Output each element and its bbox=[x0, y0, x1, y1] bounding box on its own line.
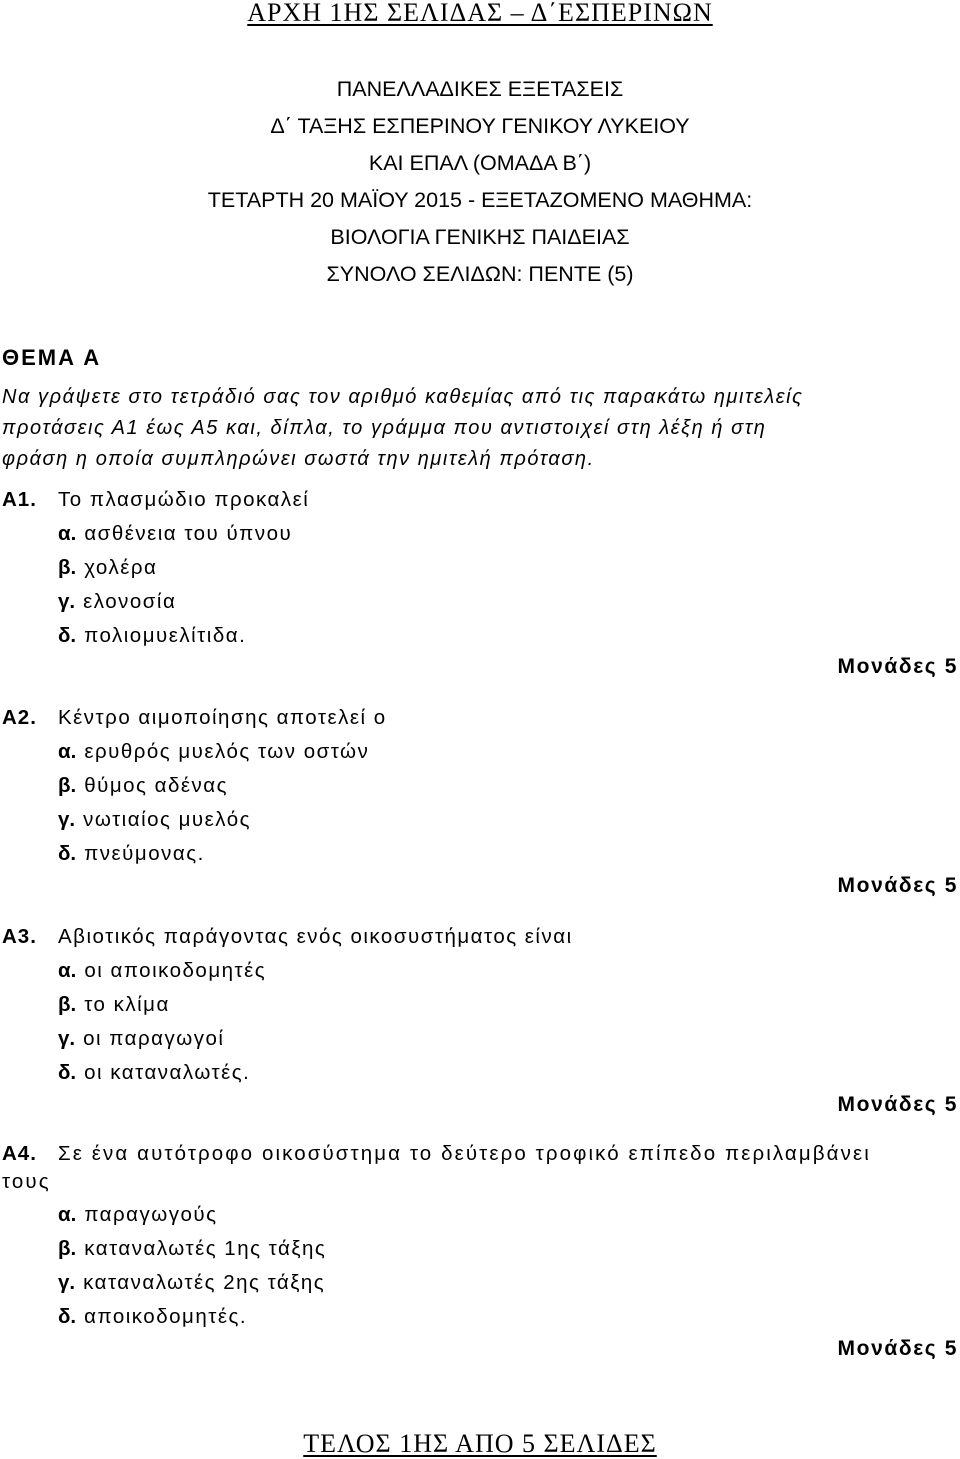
answer-option bbox=[2, 619, 958, 653]
question-text: Αβιοτικός παράγοντας ενός οικοσυστήματος είναι bbox=[58, 925, 573, 948]
question-stem bbox=[2, 1140, 958, 1196]
question-number: Α4. bbox=[2, 1142, 37, 1165]
option-letter: δ. bbox=[58, 1305, 77, 1328]
option-letter: α. bbox=[58, 522, 77, 545]
theme-title: ΘΕΜΑ Α bbox=[2, 345, 102, 370]
option-text: καταναλωτές 1ης τάξης bbox=[84, 1237, 327, 1260]
question-text: Το πλασμώδιο προκαλεί bbox=[58, 488, 310, 511]
answer-option bbox=[2, 517, 958, 551]
page-header-text: ΑΡΧΗ 1ΗΣ ΣΕΛΙΔΑΣ – Δ΄ΕΣΠΕΡΙΝΩΝ bbox=[247, 0, 713, 27]
answer-option bbox=[2, 1232, 958, 1266]
page-header bbox=[0, 0, 960, 26]
option-letter: α. bbox=[58, 959, 77, 982]
option-letter: α. bbox=[58, 1203, 77, 1226]
option-letter: β. bbox=[58, 774, 77, 797]
exam-title-line: Δ΄ ΤΑΞΗΣ ΕΣΠΕΡΙΝΟΥ ΓΕΝΙΚΟΥ ΛΥΚΕΙΟΥ bbox=[270, 114, 690, 138]
question-text: Κέντρο αιμοποίησης αποτελεί ο bbox=[58, 706, 387, 729]
option-letter: γ. bbox=[58, 808, 76, 831]
answer-option bbox=[2, 837, 958, 871]
theme-instructions bbox=[2, 382, 958, 475]
marks-a2: Μονάδες 5 bbox=[837, 874, 958, 897]
instructions-line: φράση η οποία συμπληρώνει σωστά την ημιτελή πρόταση. bbox=[2, 448, 595, 470]
exam-title-line: ΣΥΝΟΛΟ ΣΕΛΙΔΩΝ: ΠΕΝΤΕ (5) bbox=[326, 262, 634, 286]
option-letter: β. bbox=[58, 1237, 77, 1260]
option-letter: δ. bbox=[58, 1061, 77, 1084]
answer-option bbox=[2, 769, 958, 803]
answer-option bbox=[2, 1300, 958, 1334]
option-text: ελονοσία bbox=[83, 590, 177, 613]
question-a3 bbox=[2, 920, 958, 1090]
option-text: πολιομυελίτιδα. bbox=[84, 624, 247, 647]
instructions-line: Να γράψετε στο τετράδιό σας τον αριθμό καθεμίας από τις παρακάτω ημιτελείς bbox=[2, 386, 804, 408]
option-letter: γ. bbox=[58, 1027, 76, 1050]
marks-a3: Μονάδες 5 bbox=[837, 1093, 958, 1116]
exam-title-line: ΒΙΟΛΟΓΙΑ ΓΕΝΙΚΗΣ ΠΑΙΔΕΙΑΣ bbox=[330, 225, 630, 249]
option-text: καταναλωτές 2ης τάξης bbox=[83, 1271, 326, 1294]
answer-option bbox=[2, 1266, 958, 1300]
option-text: ασθένεια του ύπνου bbox=[84, 522, 293, 545]
question-number: Α2. bbox=[2, 706, 37, 729]
answer-option bbox=[2, 1056, 958, 1090]
question-stem bbox=[2, 483, 958, 517]
option-letter: δ. bbox=[58, 624, 77, 647]
question-a1 bbox=[2, 483, 958, 653]
option-text: το κλίμα bbox=[84, 993, 170, 1016]
question-a4 bbox=[2, 1140, 958, 1334]
question-a2 bbox=[2, 701, 958, 871]
option-text: οι παραγωγοί bbox=[83, 1027, 225, 1050]
question-text-continued: τους bbox=[2, 1170, 51, 1193]
option-text: παραγωγούς bbox=[84, 1203, 218, 1226]
answer-option bbox=[2, 551, 958, 585]
option-text: θύμος αδένας bbox=[84, 774, 229, 797]
option-text: οι καταναλωτές. bbox=[84, 1061, 251, 1084]
question-stem bbox=[2, 701, 958, 735]
instructions-line: προτάσεις Α1 έως Α5 και, δίπλα, το γράμμα που αντιστοιχεί στη λέξη ή στη bbox=[2, 417, 767, 439]
question-stem bbox=[2, 920, 958, 954]
answer-option bbox=[2, 988, 958, 1022]
option-letter: γ. bbox=[58, 590, 76, 613]
answer-option bbox=[2, 735, 958, 769]
option-letter: β. bbox=[58, 556, 77, 579]
question-number: Α1. bbox=[2, 488, 37, 511]
exam-title-line: ΤΕΤΑΡΤΗ 20 ΜΑΪΟΥ 2015 - ΕΞΕΤΑΖΟΜΕΝΟ ΜΑΘΗΜΑ: bbox=[207, 188, 753, 212]
answer-option bbox=[2, 803, 958, 837]
option-text: αποικοδομητές. bbox=[84, 1305, 248, 1328]
exam-title-line: ΠΑΝΕΛΛΑΔΙΚΕΣ ΕΞΕΤΑΣΕΙΣ bbox=[336, 77, 624, 101]
page-footer bbox=[0, 1429, 960, 1459]
option-text: ερυθρός μυελός των οστών bbox=[84, 740, 370, 763]
option-letter: α. bbox=[58, 740, 77, 763]
question-text: Σε ένα αυτότροφο οικοσύστημα το δεύτερο τροφικό επίπεδο περιλαμβάνει bbox=[58, 1142, 871, 1165]
option-letter: β. bbox=[58, 993, 77, 1016]
answer-option bbox=[2, 1198, 958, 1232]
answer-option bbox=[2, 1022, 958, 1056]
exam-title-line: ΚΑΙ ΕΠΑΛ (ΟΜΑΔΑ Β΄) bbox=[368, 151, 592, 175]
option-letter: δ. bbox=[58, 842, 77, 865]
answer-option bbox=[2, 954, 958, 988]
exam-title-block bbox=[0, 71, 960, 293]
option-letter: γ. bbox=[58, 1271, 76, 1294]
marks-a1: Μονάδες 5 bbox=[837, 655, 958, 678]
marks-a4: Μονάδες 5 bbox=[837, 1337, 958, 1360]
option-text: νωτιαίος μυελός bbox=[83, 808, 251, 831]
answer-option bbox=[2, 585, 958, 619]
question-number: Α3. bbox=[2, 925, 37, 948]
option-text: οι αποικοδομητές bbox=[84, 959, 267, 982]
option-text: χολέρα bbox=[84, 556, 158, 579]
page-footer-text: ΤΕΛΟΣ 1ΗΣ ΑΠΟ 5 ΣΕΛΙΔΕΣ bbox=[303, 1429, 657, 1458]
option-text: πνεύμονας. bbox=[84, 842, 205, 865]
